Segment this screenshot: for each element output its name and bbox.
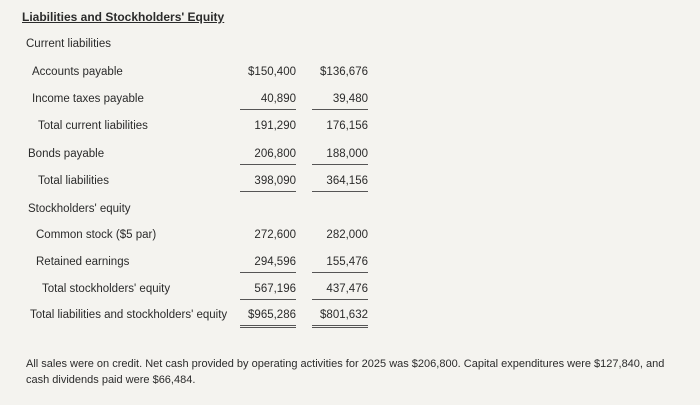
row-bonds-payable (0, 145, 700, 163)
value-current-year: $150,400 (248, 66, 296, 78)
row-label: Total liabilities and stockholders' equity (30, 309, 228, 321)
row-label: Income taxes payable (32, 93, 144, 105)
row-label: Accounts payable (32, 66, 123, 78)
section-header-current-liabilities (0, 35, 700, 53)
value-prior-year: 437,476 (312, 280, 368, 300)
additional-info-note: All sales were on credit. Net cash provided by operating activities for 2025 was $206,800. Capital expenditures were $127,840, and cash dividends paid were $66,484. (26, 358, 665, 386)
value-current-year: 398,090 (240, 172, 296, 192)
row-label: Total stockholders' equity (42, 283, 171, 295)
value-current-year: 40,890 (240, 90, 296, 110)
value-prior-year: 39,480 (312, 90, 368, 110)
row-common-stock (0, 226, 700, 244)
value-prior-year: $136,676 (320, 66, 368, 78)
value-current-year: 567,196 (240, 280, 296, 300)
row-accounts-payable (0, 63, 700, 81)
value-prior-year: $801,632 (312, 306, 368, 328)
row-total-liabilities-and-equity (0, 306, 700, 324)
value-current-year: 294,596 (240, 253, 296, 273)
row-label: Bonds payable (28, 148, 105, 160)
row-retained-earnings (0, 253, 700, 271)
row-label: Current liabilities (26, 38, 112, 50)
row-label: Stockholders' equity (28, 203, 131, 215)
value-prior-year: 188,000 (312, 145, 368, 165)
value-current-year: 272,600 (254, 229, 296, 241)
value-prior-year: 155,476 (312, 253, 368, 273)
row-total-current-liabilities (0, 117, 700, 135)
section-title: Liabilities and Stockholders' Equity (22, 10, 225, 24)
row-income-taxes-payable (0, 90, 700, 108)
value-prior-year: 176,156 (326, 120, 368, 132)
value-current-year: 206,800 (240, 145, 296, 165)
row-label: Common stock ($5 par) (36, 229, 157, 241)
row-label: Total liabilities (38, 175, 109, 187)
value-current-year: 191,290 (254, 120, 296, 132)
row-total-stockholders-equity (0, 280, 700, 298)
row-total-liabilities (0, 172, 700, 190)
row-label: Retained earnings (36, 256, 130, 268)
value-current-year: $965,286 (240, 306, 296, 328)
section-header-stockholders-equity (0, 200, 700, 218)
row-label: Total current liabilities (38, 120, 148, 132)
value-prior-year: 282,000 (326, 229, 368, 241)
value-prior-year: 364,156 (312, 172, 368, 192)
